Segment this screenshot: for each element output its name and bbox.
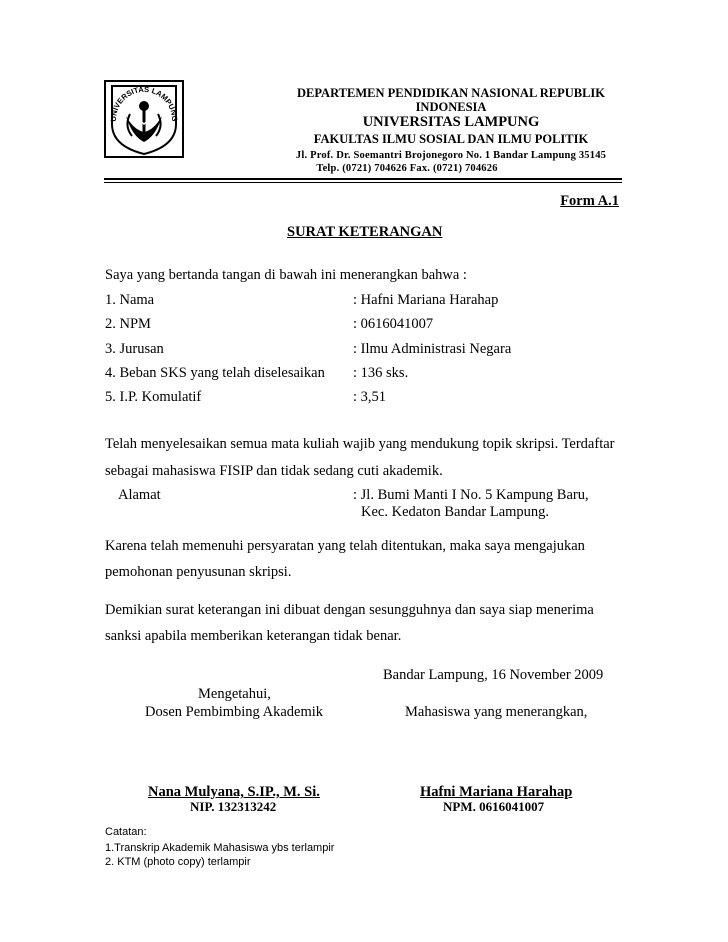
field-label-credits: 4. Beban SKS yang telah diselesaikan (105, 365, 325, 381)
field-label-npm: 2. NPM (105, 316, 151, 332)
field-value-gpa: : 3,51 (353, 389, 387, 405)
field-label-department: 3. Jurusan (105, 341, 164, 357)
student-npm: NPM. 0616041007 (443, 799, 545, 814)
intro-text: Saya yang bertanda tangan di bawah ini menerangkan bahwa : (105, 267, 467, 283)
paragraph-1-line-1: Telah menyelesaikan semua mata kuliah wajib yang mendukung topik skripsi. Terdaftar (105, 436, 615, 452)
advisor-nip: NIP. 132313242 (190, 799, 277, 814)
advisor-title: Dosen Pembimbing Akademik (145, 704, 324, 720)
field-value-department: : Ilmu Administrasi Negara (353, 341, 512, 357)
advisor-name: Nana Mulyana, S.IP., M. Si. (148, 784, 320, 800)
university-name: UNIVERSITAS LAMPUNG (362, 114, 540, 130)
address-line-1: : Jl. Bumi Manti I No. 5 Kampung Baru, (353, 487, 589, 503)
field-value-credits: : 136 sks. (353, 365, 409, 381)
ministry-line-1: DEPARTEMEN PENDIDIKAN NASIONAL REPUBLIK (296, 86, 606, 100)
paragraph-2-line-2: pemohonan penyusunan skripsi. (105, 564, 292, 580)
acknowledged-label: Mengetahui, (198, 686, 271, 702)
notes-heading: Catatan: (105, 826, 147, 838)
faculty-address: Jl. Prof. Dr. Soemantri Brojonegoro No. 1 Bandar Lampung 35145 (295, 150, 607, 161)
place-date: Bandar Lampung, 16 November 2009 (383, 667, 604, 683)
student-name: Hafni Mariana Harahap (420, 784, 573, 800)
field-label-name: 1. Nama (105, 292, 155, 308)
university-logo-icon (104, 80, 184, 158)
field-value-name: : Hafni Mariana Harahap (353, 292, 499, 308)
address-label: Alamat (118, 487, 161, 503)
field-label-gpa: 5. I.P. Komulatif (105, 389, 202, 405)
field-value-npm: : 0616041007 (353, 316, 434, 332)
paragraph-1-line-2: sebagai mahasiswa FISIP dan tidak sedang cuti akademik. (105, 463, 443, 479)
address-line-2: Kec. Kedaton Bandar Lampung. (361, 504, 550, 520)
notes-item-1: 1.Transkrip Akademik Mahasiswa ybs terlampir (105, 842, 335, 854)
form-code: Form A.1 (560, 193, 619, 209)
document-title: SURAT KETERANGAN (287, 224, 443, 240)
paragraph-2-line-1: Karena telah memenuhi persyaratan yang telah ditentukan, maka saya mengajukan (105, 538, 585, 554)
header-rule-thin (104, 182, 622, 183)
student-statement-label: Mahasiswa yang menerangkan, (405, 704, 588, 720)
faculty-name: FAKULTAS ILMU SOSIAL DAN ILMU POLITIK (313, 132, 589, 146)
notes-item-2: 2. KTM (photo copy) terlampir (105, 856, 251, 868)
paragraph-3-line-2: sanksi apabila memberikan keterangan tidak benar. (105, 628, 402, 644)
header-rule (104, 178, 622, 180)
faculty-phone: Telp. (0721) 704626 Fax. (0721) 704626 (316, 163, 498, 174)
paragraph-3-line-1: Demikian surat keterangan ini dibuat dengan sesungguhnya dan saya siap menerima (105, 602, 594, 618)
ministry-line-2: INDONESIA (415, 100, 487, 114)
logo-text: UNIVERSITAS LAMPUNG (108, 84, 180, 122)
